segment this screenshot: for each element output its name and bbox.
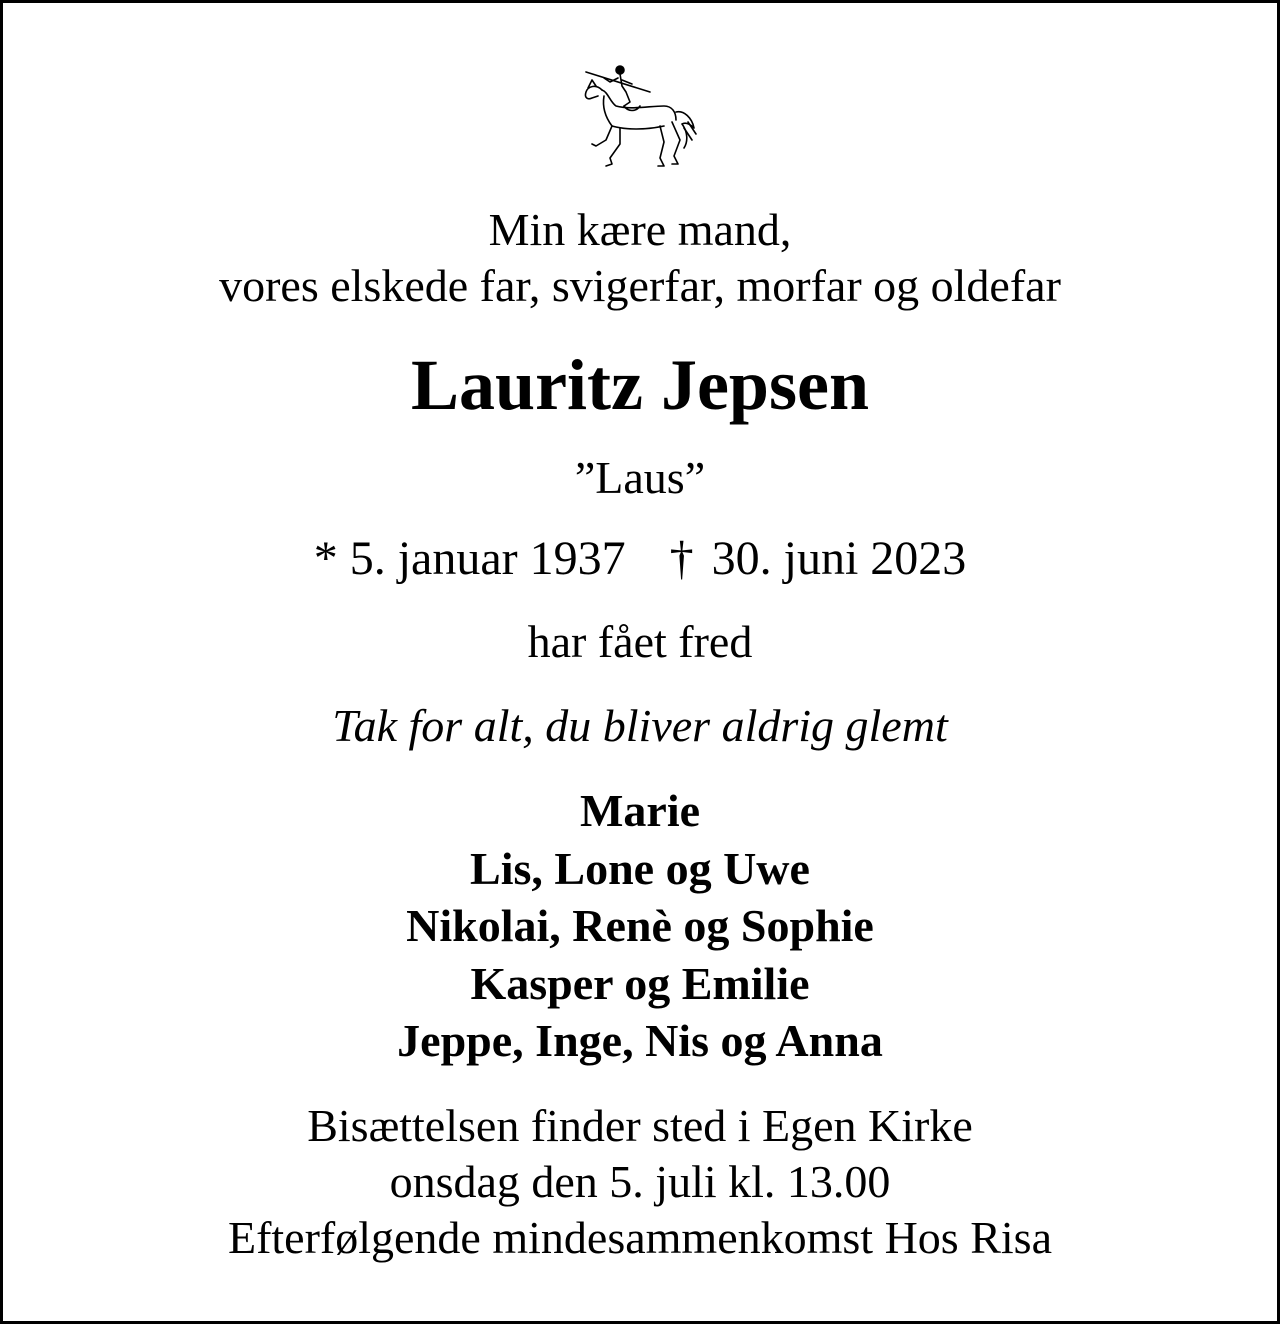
family-line: Marie (579, 785, 701, 836)
service-line-2: onsdag den 5. juli kl. 13.00 (389, 1156, 891, 1207)
life-dates (0, 530, 1280, 588)
tribute-text: Tak for alt, du bliver aldrig glemt (332, 700, 948, 751)
family-signatures (0, 782, 1280, 1070)
intro-text (0, 202, 1280, 314)
deceased-name: Lauritz Jepsen (411, 345, 869, 425)
service-line-1: Bisættelsen finder sted i Egen Kirke (307, 1100, 973, 1151)
intro-line-2: vores elskede far, svigerfar, morfar og oldefar (219, 260, 1061, 311)
death-date: 30. juni 2023 (711, 532, 967, 585)
birth-symbol: * (313, 532, 338, 585)
deceased-nickname: ”Laus” (574, 452, 706, 503)
family-line: Nikolai, Renè og Sophie (406, 900, 874, 951)
death-symbol: † (669, 532, 694, 585)
service-details (0, 1098, 1280, 1266)
birth-date: 5. januar 1937 (349, 532, 626, 585)
intro-line-1: Min kære mand, (488, 204, 792, 255)
announcement-text: har fået fred (527, 616, 753, 667)
family-line: Lis, Lone og Uwe (470, 842, 810, 894)
horse-rider-icon (580, 62, 702, 172)
service-line-3: Efterfølgende mindesammenkomst Hos Risa (227, 1212, 1052, 1263)
family-line: Jeppe, Inge, Nis og Anna (397, 1015, 883, 1066)
family-line: Kasper og Emilie (470, 957, 810, 1009)
